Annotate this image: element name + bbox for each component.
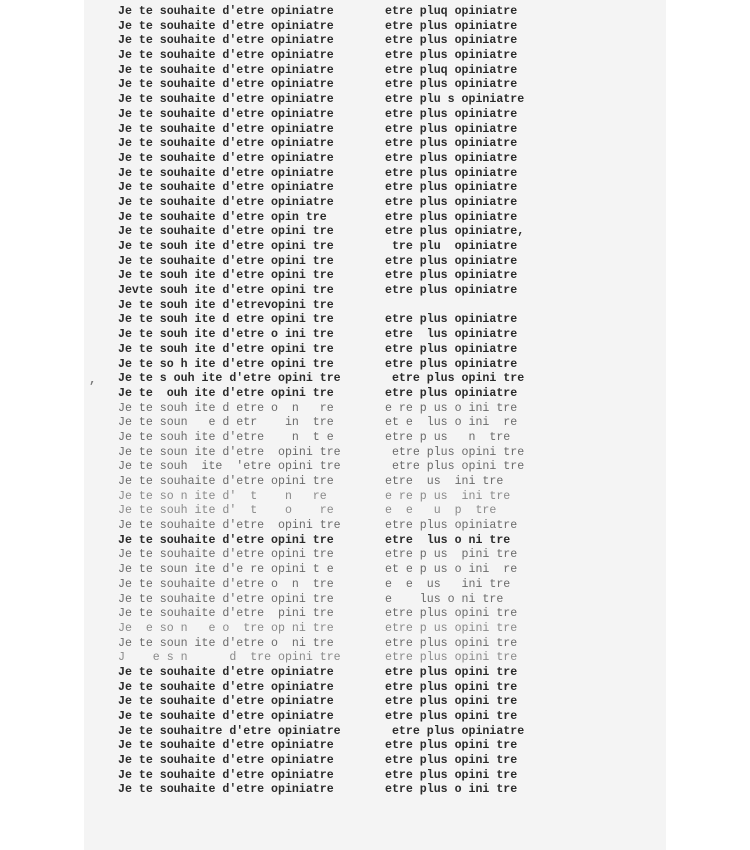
typed-line-right: etre plus opini tre bbox=[385, 372, 525, 386]
typed-line-left: Je te souhaite d'etre opini tre bbox=[118, 592, 334, 606]
typed-line-right: etre plus opiniatre bbox=[385, 254, 518, 268]
typed-line bbox=[118, 225, 558, 240]
typed-line-left: Je te souhaite d'etre opiniatre bbox=[118, 78, 334, 92]
typed-line-left: Je te soun ite d'e re opini t e bbox=[118, 563, 334, 577]
typed-line-right: etre plus opini tre bbox=[385, 665, 518, 679]
typed-line-right: etre plus opiniatre bbox=[385, 78, 518, 92]
typed-line bbox=[118, 328, 558, 343]
typed-line-right: etre plus opini tre bbox=[385, 680, 518, 694]
typed-line-left: Je te soun e d etr in tre bbox=[118, 416, 334, 430]
typed-line bbox=[118, 460, 558, 475]
typed-line-right: etre p us opini tre bbox=[385, 621, 518, 635]
typed-line-left: Je te soun ite d'etre opini tre bbox=[118, 445, 341, 459]
typed-line bbox=[118, 769, 558, 784]
typed-line-left: Je te souhaite d'etre pini tre bbox=[118, 607, 334, 621]
typed-line bbox=[118, 358, 558, 373]
typed-line-left: Je te souh ite d'etrevopini tre bbox=[118, 298, 334, 312]
typed-line bbox=[118, 181, 558, 196]
typed-line-left: Je te souhaite d'etre opiniatre bbox=[118, 695, 334, 709]
typed-line-left: J e s n d tre opini tre bbox=[118, 651, 341, 665]
typed-line bbox=[118, 196, 558, 211]
typed-line bbox=[118, 607, 558, 622]
typed-line-right: etre plus opiniatre bbox=[385, 269, 518, 283]
typed-line-right: etre plus opiniatre bbox=[385, 166, 518, 180]
typed-line-right: e re p us ini tre bbox=[385, 489, 511, 503]
typed-line-left: Je e so n e o tre op ni tre bbox=[118, 621, 334, 635]
typed-line-left: Je te so h ite d'etre opini tre bbox=[118, 357, 334, 371]
typed-line-left: Je te souhaite d'etre opiniatre bbox=[118, 768, 334, 782]
typed-line bbox=[118, 167, 558, 182]
typed-line bbox=[118, 313, 558, 328]
typed-line bbox=[118, 725, 558, 740]
typed-line-left: Je te souh ite d etre o n re bbox=[118, 401, 334, 415]
typed-line-left: Je te souhaite d'etre opiniatre bbox=[118, 122, 334, 136]
typed-line bbox=[118, 710, 558, 725]
typed-line-left: Jevte souh ite d'etre opini tre bbox=[118, 284, 334, 298]
stray-ink-mark: , bbox=[89, 373, 97, 387]
typed-line-right: tre plu opiniatre bbox=[385, 240, 518, 253]
typed-line-left: Je te souh ite d'etre o ini tre bbox=[118, 328, 334, 342]
typed-line-right: etre plus opini tre bbox=[385, 636, 518, 650]
typed-line bbox=[118, 622, 558, 637]
typed-line bbox=[118, 240, 558, 255]
typed-line-left: Je te souh ite 'etre opini tre bbox=[118, 460, 341, 474]
typed-line-left: Je te souhaite d'etre opiniatre bbox=[118, 34, 334, 48]
typed-line bbox=[118, 637, 558, 652]
typed-line bbox=[118, 372, 558, 387]
typed-line-right: etre plu s opiniatre bbox=[385, 93, 525, 107]
typed-line-right: etre plus opiniatre bbox=[385, 342, 518, 356]
typed-line-right: etre p us n tre bbox=[385, 430, 511, 444]
typed-line-left: Je te souhaite d'etre opini tre bbox=[118, 519, 341, 533]
typed-line bbox=[118, 695, 558, 710]
typed-line-right: etre p us pini tre bbox=[385, 548, 518, 562]
typed-line-left: Je te souhaite d'etre opiniatre bbox=[118, 107, 334, 121]
typed-line bbox=[118, 269, 558, 284]
typed-line bbox=[118, 681, 558, 696]
typed-line-right: e re p us o ini tre bbox=[385, 401, 518, 415]
typed-line-left: Je te s ouh ite d'etre opini tre bbox=[118, 372, 341, 386]
typed-line-left: Je te souhaite d'etre opiniatre bbox=[118, 63, 334, 77]
typed-line-left: Je te souhaite d'etre opiniatre bbox=[118, 665, 334, 679]
typed-line-right: etre plus opiniatre bbox=[385, 519, 518, 533]
typed-line-right: e e u p tre bbox=[385, 504, 497, 518]
typed-line bbox=[118, 578, 558, 593]
typed-line-right: etre plus opini tre bbox=[385, 768, 518, 782]
typed-line bbox=[118, 563, 558, 578]
typed-line bbox=[118, 93, 558, 108]
typed-line bbox=[118, 519, 558, 534]
typed-line-right: etre plus opiniatre bbox=[385, 151, 518, 165]
typed-line-right: etre plus opini tre bbox=[385, 739, 518, 753]
typed-line-left: Je te souhaite d'etre opiniatre bbox=[118, 49, 334, 63]
typed-line-right: e lus o ni tre bbox=[385, 592, 504, 606]
typed-line bbox=[118, 387, 558, 402]
typed-line bbox=[118, 666, 558, 681]
typed-line bbox=[118, 20, 558, 35]
typed-line-left: Je te souhaite d'etre opiniatre bbox=[118, 754, 334, 768]
typed-line-left: Je te ouh ite d'etre opini tre bbox=[118, 386, 334, 400]
typed-line bbox=[118, 431, 558, 446]
typed-line-right: etre plus opini tre bbox=[385, 651, 518, 665]
typed-line-right: etre plus opiniatre bbox=[385, 284, 518, 298]
typed-line bbox=[118, 123, 558, 138]
typed-line-left: Je te souhaite d'etre opiniatre bbox=[118, 680, 334, 694]
typed-line-left: Je te souhaite d'etre opiniatre bbox=[118, 195, 334, 209]
typed-line-right: etre plus opini tre bbox=[385, 607, 518, 621]
typed-line-left: Je te soun ite d'etre o ni tre bbox=[118, 636, 334, 650]
typed-line-left: Je te souhaite d'etre opiniatre bbox=[118, 19, 334, 33]
typed-line-right: etre plus opiniatre bbox=[385, 386, 518, 400]
typed-line-left: Je te souhaite d'etre opini tre bbox=[118, 254, 334, 268]
typed-line-right: etre plus opini tre bbox=[385, 710, 518, 723]
typed-line bbox=[118, 475, 558, 490]
typed-line-right: et e lus o ini re bbox=[385, 416, 518, 430]
typed-line-right: etre plus opini tre bbox=[385, 445, 525, 459]
typed-line-right: etre pluq opiniatre bbox=[385, 5, 518, 18]
typed-line-right: etre plus opini tre bbox=[385, 754, 518, 768]
typed-line-right: etre plus opiniatre bbox=[385, 210, 518, 224]
typed-line-left: Je te souhaite d'etre opiniatre bbox=[118, 166, 334, 180]
typed-line-left: Je te souhaite d'etre opini tre bbox=[118, 475, 334, 488]
typed-line-left: Je te souhaite d'etre o n tre bbox=[118, 577, 334, 591]
typed-line bbox=[118, 402, 558, 417]
typed-lines bbox=[118, 5, 558, 798]
typed-line-left: Je te souhaite d'etre opin tre bbox=[118, 210, 327, 224]
typed-line bbox=[118, 64, 558, 79]
typed-line-right: etre plus opiniatre bbox=[385, 122, 518, 136]
typed-line-right: etre plus opiniatre bbox=[385, 195, 518, 209]
typed-line bbox=[118, 211, 558, 226]
typed-line bbox=[118, 78, 558, 93]
typed-line-left: Je te souh ite d'etre opini tre bbox=[118, 240, 334, 253]
typed-line bbox=[118, 255, 558, 270]
typed-line-left: Je te souh ite d'etre opini tre bbox=[118, 342, 334, 356]
typed-line-right: etre plus o ini tre bbox=[385, 783, 518, 797]
typed-line bbox=[118, 299, 558, 314]
typed-line-right: etre us ini tre bbox=[385, 475, 504, 488]
typed-line-left: Je te souhaite d'etre opiniatre bbox=[118, 151, 334, 165]
typed-line-left: Je te souhaite d'etre opiniatre bbox=[118, 739, 334, 753]
typed-line-left: Je te souh ite d'etre n t e bbox=[118, 430, 334, 444]
typed-line bbox=[118, 548, 558, 563]
typed-line-right: etre plus opiniatre bbox=[385, 724, 525, 738]
typed-line-left: Je te souhaite d'etre opini tre bbox=[118, 533, 334, 547]
typed-line-left: Je te souhaite d'etre opini tre bbox=[118, 548, 334, 562]
typed-line bbox=[118, 284, 558, 299]
typed-line-right: etre plus opiniatre bbox=[385, 137, 518, 151]
typed-line-right: etre plus opiniatre bbox=[385, 49, 518, 63]
typed-line-left: Je te souhaite d'etre opiniatre bbox=[118, 137, 334, 151]
typed-line bbox=[118, 152, 558, 167]
typed-line bbox=[118, 416, 558, 431]
typed-line-right: e e us ini tre bbox=[385, 577, 511, 591]
typed-line-left: Je te souhaite d'etre opini tre bbox=[118, 225, 334, 239]
typed-line bbox=[118, 490, 558, 505]
typed-line-right: etre plus opiniatre bbox=[385, 181, 518, 195]
typed-line bbox=[118, 593, 558, 608]
typed-line bbox=[118, 504, 558, 519]
typed-line bbox=[118, 534, 558, 549]
typed-line-right: etre plus opiniatre bbox=[385, 357, 518, 371]
typed-line-left: Je te souhaitre d'etre opiniatre bbox=[118, 724, 341, 738]
typed-line-right: etre lus opiniatre bbox=[385, 328, 518, 342]
typed-line bbox=[118, 5, 558, 20]
typed-line-right: etre plus opiniatre bbox=[385, 34, 518, 48]
typed-line-right: etre plus opini tre bbox=[385, 460, 525, 474]
typed-line-right: etre plus opiniatre, bbox=[385, 225, 525, 239]
typed-line-left: Je te souh ite d'etre opini tre bbox=[118, 269, 334, 283]
typed-line-right: etre plus opiniatre bbox=[385, 19, 518, 33]
typed-line bbox=[118, 34, 558, 49]
typed-line-right: etre plus opini tre bbox=[385, 695, 518, 709]
typed-line bbox=[118, 754, 558, 769]
typed-line bbox=[118, 446, 558, 461]
typed-line bbox=[118, 343, 558, 358]
typed-line bbox=[118, 651, 558, 666]
typed-line-right: et e p us o ini re bbox=[385, 563, 518, 577]
typed-line bbox=[118, 137, 558, 152]
typed-line-left: Je te souhaite d'etre opiniatre bbox=[118, 710, 334, 723]
typed-line-left: Je te souh ite d' t o re bbox=[118, 504, 334, 518]
typed-line-left: Je te souh ite d etre opini tre bbox=[118, 313, 334, 327]
typed-line bbox=[118, 783, 558, 798]
typed-line bbox=[118, 108, 558, 123]
typed-line-right: etre plus opiniatre bbox=[385, 313, 518, 327]
typed-line-right: etre lus o ni tre bbox=[385, 533, 511, 547]
typed-line-left: Je te souhaite d'etre opiniatre bbox=[118, 93, 334, 107]
typed-line bbox=[118, 739, 558, 754]
typed-line-left: Je te souhaite d'etre opiniatre bbox=[118, 5, 334, 18]
typed-line-left: Je te souhaite d'etre opiniatre bbox=[118, 783, 334, 797]
typed-line bbox=[118, 49, 558, 64]
typed-line-right: etre plus opiniatre bbox=[385, 107, 518, 121]
typed-line-right: etre pluq opiniatre bbox=[385, 63, 518, 77]
typed-line-left: Je te souhaite d'etre opiniatre bbox=[118, 181, 334, 195]
typed-line-left: Je te so n ite d' t n re bbox=[118, 489, 327, 503]
